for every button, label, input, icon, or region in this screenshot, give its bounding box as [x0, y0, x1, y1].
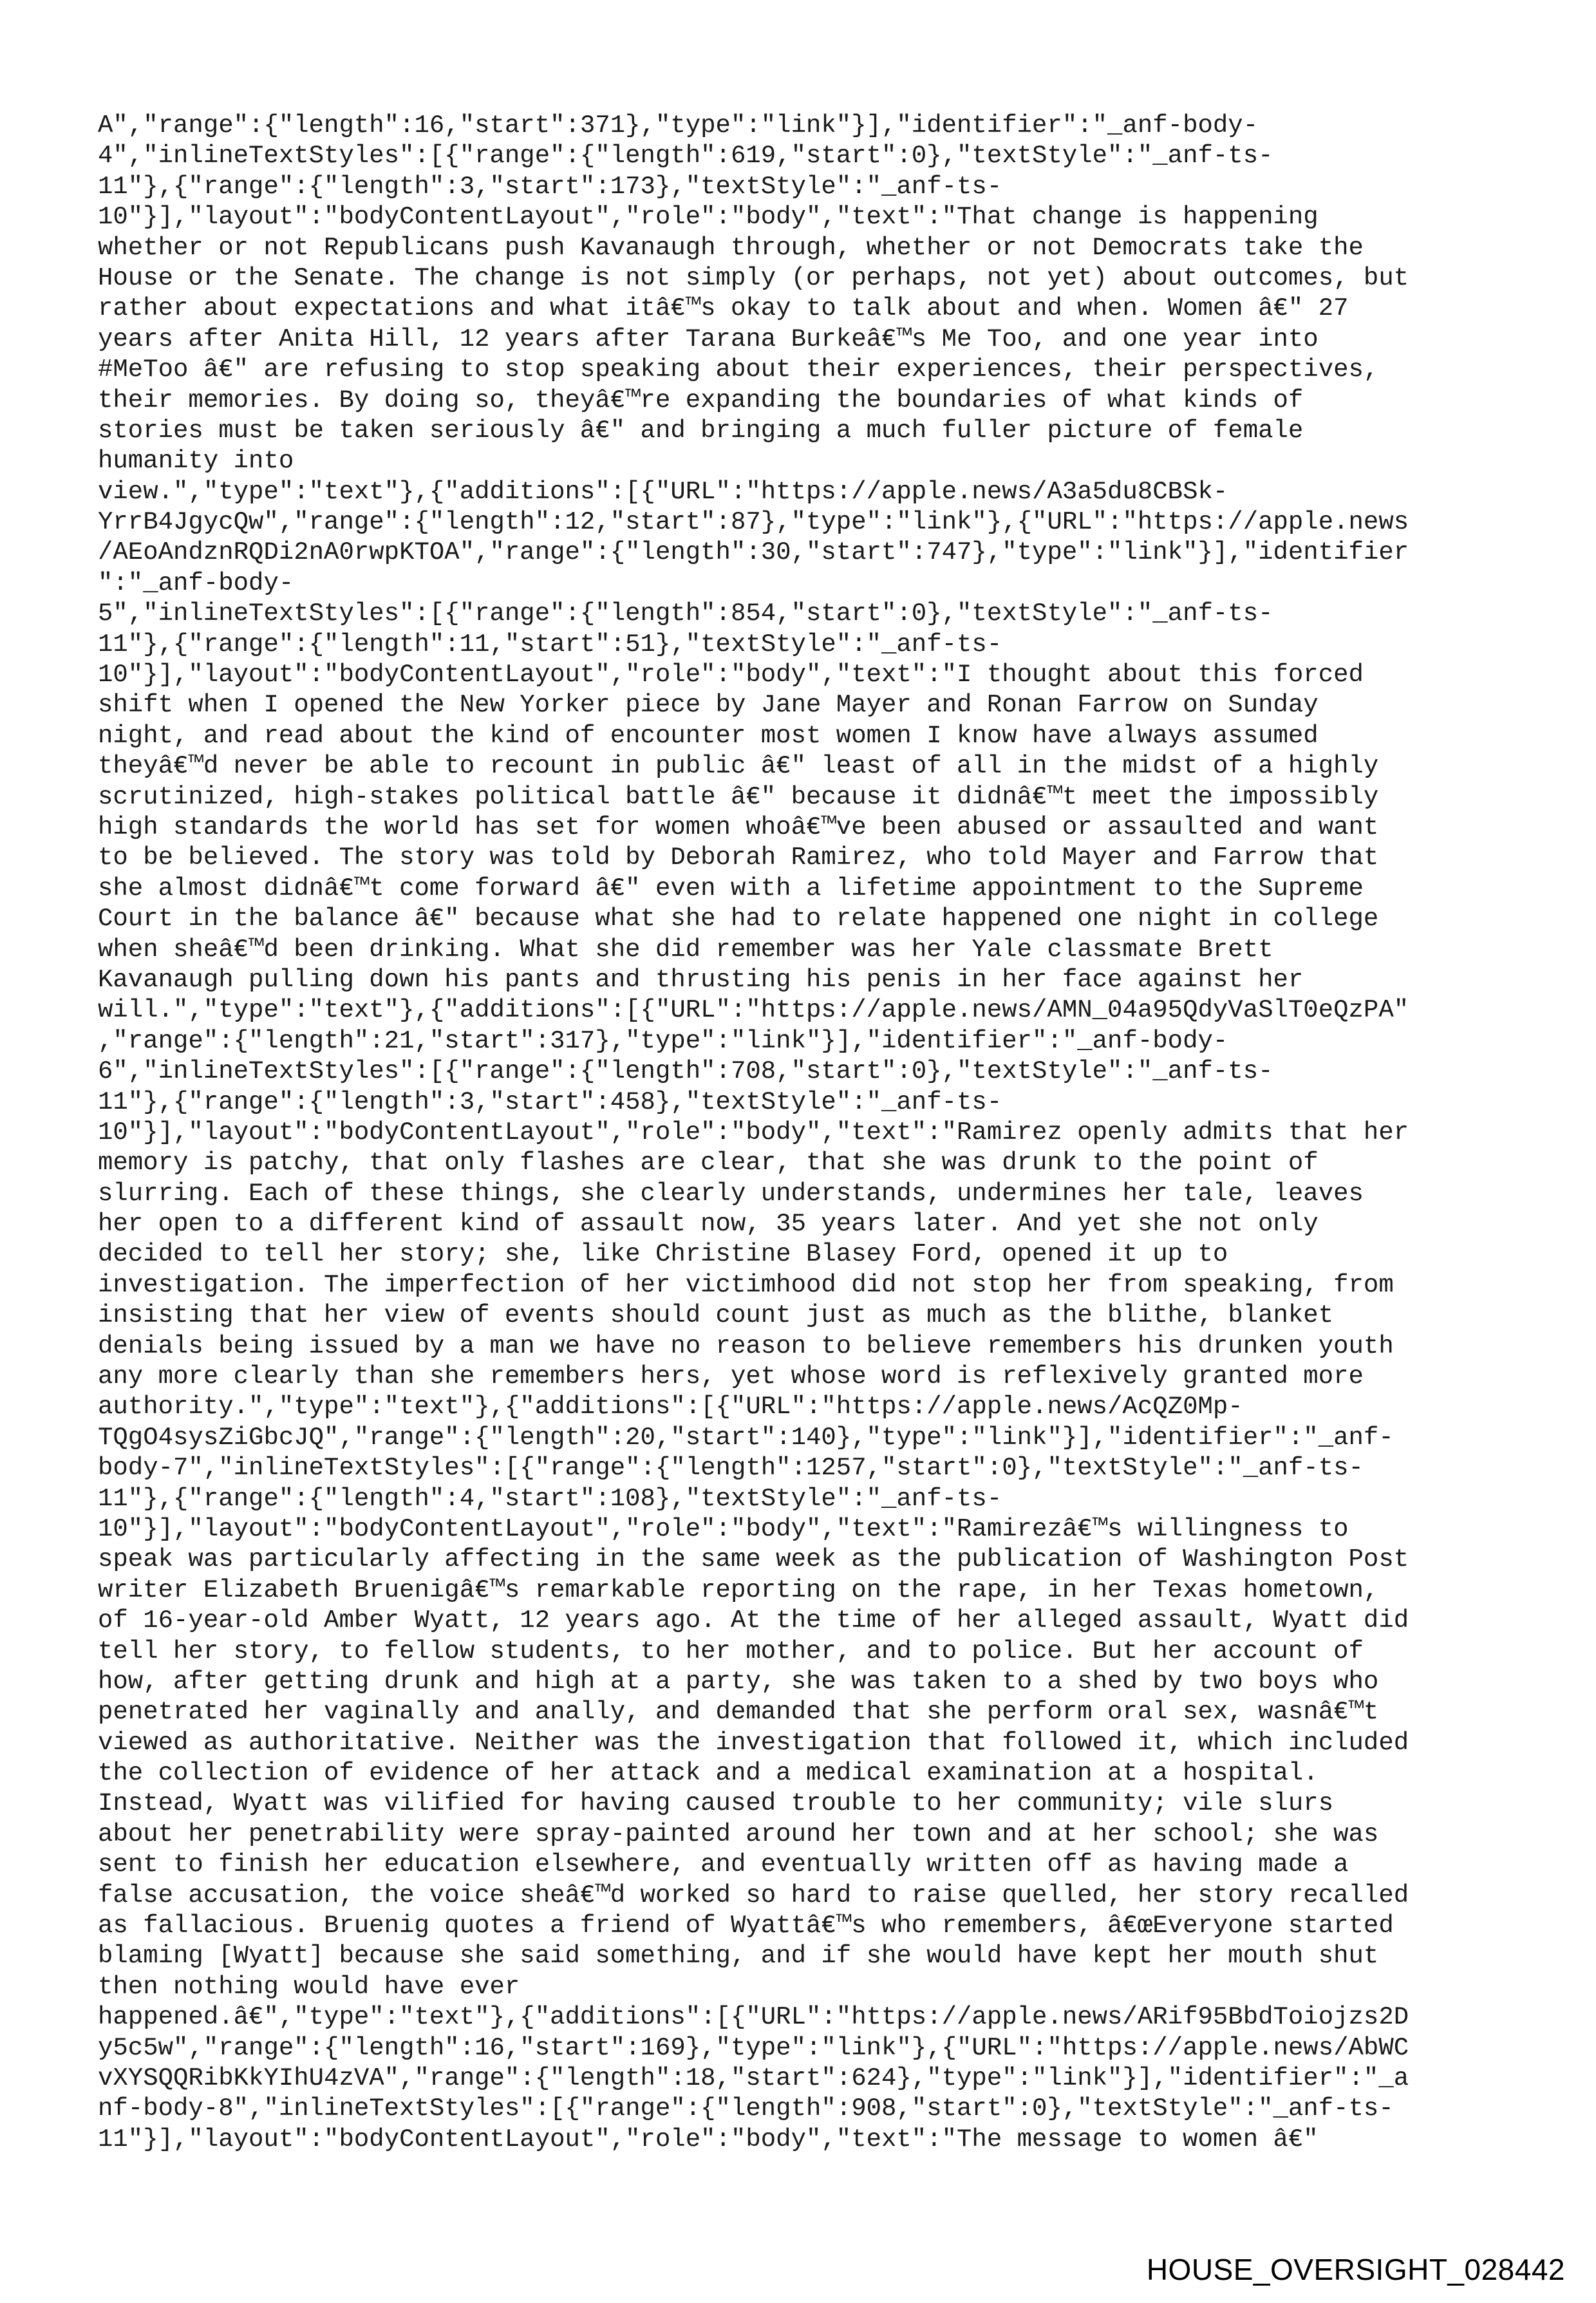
text-line: 4","inlineTextStyles":[{"range":{"length":619,"start":0},"textStyle":"_anf-ts-	[98, 142, 1273, 171]
text-line: decided to tell her story; she, like Christine Blasey Ford, opened it up to	[98, 1240, 1228, 1269]
text-line: A","range":{"length":16,"start":371},"type":"link"}],"identifier":"_anf-body-	[98, 111, 1259, 140]
text-line: how, after getting drunk and high at a party, she was taken to a shed by two boys who	[98, 1667, 1379, 1696]
text-line: Kavanaugh pulling down his pants and thrusting his penis in her face against her	[98, 965, 1304, 994]
text-line: any more clearly than she remembers hers, yet whose word is reflexively granted more	[98, 1362, 1364, 1391]
text-line: whether or not Republicans push Kavanaugh through, whether or not Democrats take the	[98, 233, 1364, 262]
text-line: 10"}],"layout":"bodyContentLayout","role":"body","text":"Ramirez openly admits that her	[98, 1118, 1409, 1147]
text-line: viewed as authoritative. Neither was the investigation that followed it, which included	[98, 1728, 1409, 1757]
text-line: nf-body-8","inlineTextStyles":[{"range":{"length":908,"start":0},"textStyle":"_anf-ts-	[98, 2094, 1394, 2123]
text-line: scrutinized, high-stakes political battle â€" because it didnâ€™t meet the impossibly	[98, 782, 1379, 811]
text-line: authority.","type":"text"},{"additions":[{"URL":"https://apple.news/AcQZ0Mp-	[98, 1393, 1243, 1422]
text-line: rather about expectations and what itâ€™s okay to talk about and when. Women â€" 27	[98, 294, 1349, 323]
text-line: the collection of evidence of her attack and a medical examination at a hospital.	[98, 1759, 1319, 1788]
text-line: as fallacious. Bruenig quotes a friend of Wyattâ€™s who remembers, â€œEveryone started	[98, 1912, 1394, 1941]
text-line: tell her story, to fellow students, to her mother, and to police. But her account of	[98, 1637, 1364, 1666]
document-body	[98, 111, 1501, 2155]
text-line: false accusation, the voice sheâ€™d worked so hard to raise quelled, her story recalled	[98, 1881, 1409, 1910]
text-line: body-7","inlineTextStyles":[{"range":{"length":1257,"start":0},"textStyle":"_anf-ts-	[98, 1454, 1364, 1483]
text-line: y5c5w","range":{"length":16,"start":169},"type":"link"},{"URL":"https://apple.news/AbWC	[98, 2033, 1409, 2062]
text-line: happened.â€","type":"text"},{"additions":[{"URL":"https://apple.news/ARif95BbdToiojzs2D	[98, 2003, 1409, 2032]
bates-number: HOUSE_OVERSIGHT_028442	[1146, 2253, 1565, 2286]
text-line: slurring. Each of these things, she clearly understands, undermines her tale, leaves	[98, 1179, 1364, 1208]
text-line: denials being issued by a man we have no reason to believe remembers his drunken youth	[98, 1331, 1394, 1360]
text-line: she almost didnâ€™t come forward â€" even with a lifetime appointment to the Supreme	[98, 874, 1364, 903]
text-line: ,"range":{"length":21,"start":317},"type":"link"}],"identifier":"_anf-body-	[98, 1026, 1228, 1055]
text-line: about her penetrability were spray-painted around her town and at her school; she was	[98, 1819, 1379, 1848]
text-line: 10"}],"layout":"bodyContentLayout","role":"body","text":"Ramirezâ€™s willingness to	[98, 1514, 1349, 1543]
text-line: blaming [Wyatt] because she said something, and if she would have kept her mouth shut	[98, 1942, 1379, 1971]
text-line: 6","inlineTextStyles":[{"range":{"length":708,"start":0},"textStyle":"_anf-ts-	[98, 1057, 1273, 1086]
text-line: YrrB4JgycQw","range":{"length":12,"start":87},"type":"link"},{"URL":"https://apple.news	[98, 508, 1409, 537]
text-line: shift when I opened the New Yorker piece by Jane Mayer and Ronan Farrow on Sunday	[98, 691, 1319, 720]
text-line: speak was particularly affecting in the same week as the publication of Washington Post	[98, 1545, 1409, 1574]
text-line: writer Elizabeth Bruenigâ€™s remarkable reporting on the rape, in her Texas hometown,	[98, 1575, 1379, 1604]
text-line: night, and read about the kind of encounter most women I know have always assumed	[98, 721, 1319, 750]
text-line: 11"}],"layout":"bodyContentLayout","role":"body","text":"The message to women â€"	[98, 2125, 1319, 2154]
text-line: House or the Senate. The change is not simply (or perhaps, not yet) about outcomes, but	[98, 263, 1409, 292]
text-line: stories must be taken seriously â€" and bringing a much fuller picture of female	[98, 416, 1304, 445]
text-line: of 16-year-old Amber Wyatt, 12 years ago. At the time of her alleged assault, Wyatt did	[98, 1606, 1409, 1635]
text-line: Court in the balance â€" because what she had to relate happened one night in college	[98, 905, 1379, 934]
text-line: TQgO4sysZiGbcJQ","range":{"length":20,"start":140},"type":"link"}],"identifier":"_anf-	[98, 1423, 1394, 1452]
text-line: their memories. By doing so, theyâ€™re expanding the boundaries of what kinds of	[98, 386, 1304, 415]
text-line: then nothing would have ever	[98, 1972, 520, 2001]
text-line: sent to finish her education elsewhere, and eventually written off as having made a	[98, 1850, 1349, 1879]
text-line: Instead, Wyatt was vilified for having caused trouble to her community; vile slurs	[98, 1789, 1334, 1818]
text-line: will.","type":"text"},{"additions":[{"URL":"https://apple.news/AMN_04a95QdyVaSlT0eQzPA"	[98, 996, 1409, 1025]
text-line: theyâ€™d never be able to recount in public â€" least of all in the midst of a highly	[98, 752, 1379, 781]
text-line: 11"},{"range":{"length":4,"start":108},"textStyle":"_anf-ts-	[98, 1484, 1002, 1513]
text-line: to be believed. The story was told by Deborah Ramirez, who told Mayer and Farrow that	[98, 843, 1379, 872]
text-line: her open to a different kind of assault now, 35 years later. And yet she not only	[98, 1210, 1319, 1239]
text-line: /AEoAndznRQDi2nA0rwpKTOA","range":{"length":30,"start":747},"type":"link"}],"identifier	[98, 538, 1409, 567]
text-line: memory is patchy, that only flashes are clear, that she was drunk to the point of	[98, 1149, 1319, 1178]
text-line: 10"}],"layout":"bodyContentLayout","role":"body","text":"I thought about this forced	[98, 661, 1364, 690]
text-line: 11"},{"range":{"length":3,"start":458},"textStyle":"_anf-ts-	[98, 1087, 1002, 1116]
text-line: 11"},{"range":{"length":3,"start":173},"textStyle":"_anf-ts-	[98, 172, 1002, 201]
text-line: 11"},{"range":{"length":11,"start":51},"textStyle":"_anf-ts-	[98, 630, 1002, 659]
text-line: insisting that her view of events should count just as much as the blithe, blanket	[98, 1301, 1334, 1330]
text-line: #MeToo â€" are refusing to stop speaking about their experiences, their perspectives,	[98, 355, 1379, 384]
text-line: investigation. The imperfection of her victimhood did not stop her from speaking, from	[98, 1270, 1394, 1299]
text-line: view.","type":"text"},{"additions":[{"URL":"https://apple.news/A3a5du8CBSk-	[98, 477, 1228, 506]
text-line: high standards the world has set for women whoâ€™ve been abused or assaulted and want	[98, 813, 1379, 841]
text-line: when sheâ€™d been drinking. What she did remember was her Yale classmate Brett	[98, 935, 1273, 964]
text-line: penetrated her vaginally and anally, and demanded that she perform oral sex, wasnâ€™t	[98, 1698, 1379, 1727]
text-line: vXYSQQRibKkYIhU4zVA","range":{"length":18,"start":624},"type":"link"}],"identifier":"_a	[98, 2064, 1409, 2092]
text-line: 10"}],"layout":"bodyContentLayout","role":"body","text":"That change is happening	[98, 203, 1319, 232]
text-line: 5","inlineTextStyles":[{"range":{"length":854,"start":0},"textStyle":"_anf-ts-	[98, 599, 1273, 628]
text-line: years after Anita Hill, 12 years after Tarana Burkeâ€™s Me Too, and one year into	[98, 324, 1319, 353]
text-line: ":"_anf-body-	[98, 569, 294, 597]
text-line: humanity into	[98, 447, 294, 476]
